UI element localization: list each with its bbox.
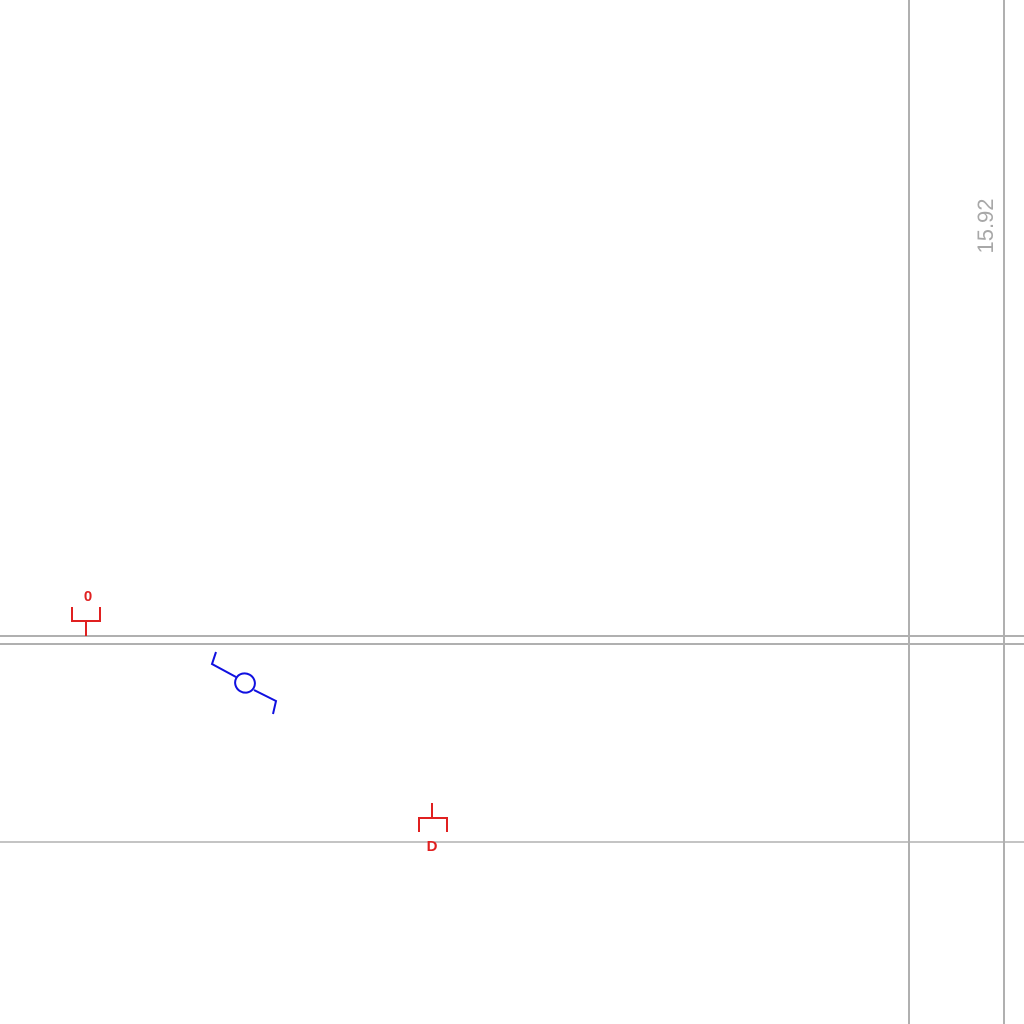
- outlet-symbol-bottom[interactable]: [419, 803, 447, 832]
- fixture-symbol[interactable]: [212, 652, 276, 714]
- outlet-symbol-top[interactable]: [72, 607, 100, 636]
- outlet-symbol-top-label: 0: [83, 588, 93, 605]
- dimension-label: 15.92: [973, 198, 998, 254]
- outlet-symbol-bottom-label: D: [426, 838, 438, 855]
